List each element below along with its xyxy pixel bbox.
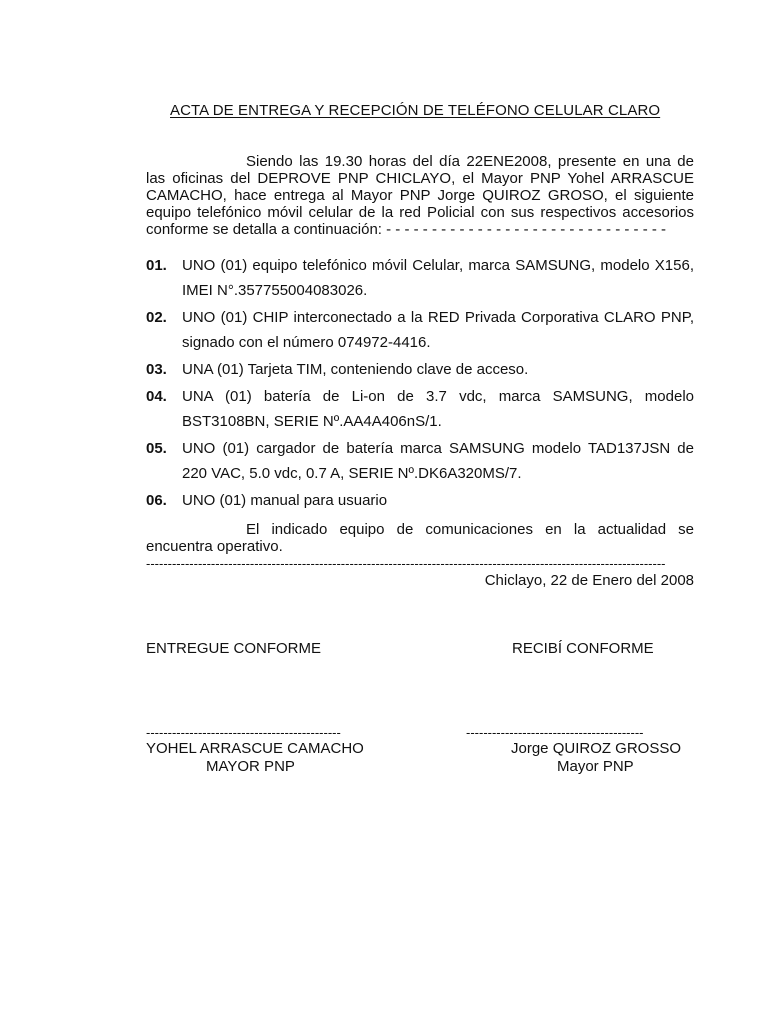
separator-line: ------------------------------------------------------------------------------------------------------------------------ [146,557,666,571]
receiver-heading: RECIBÍ CONFORME [512,640,654,657]
receiver-signature-line: ----------------------------------------- [466,725,644,740]
item-text: UNO (01) cargador de batería marca SAMSUNG modelo TAD137JSN de 220 VAC, 5.0 vdc, 0.7 A, SERIE Nº.DK6A320MS/7. [182,440,694,482]
closing-text: El indicado equipo de comunicaciones en la actualidad se encuentra operativo. [146,521,694,555]
item-text: UNA (01) batería de Li-on de 3.7 vdc, marca SAMSUNG, modelo BST3108BN, SERIE Nº.AA4A406nS/1. [182,388,694,430]
item-text: UNO (01) CHIP interconectado a la RED Privada Corporativa CLARO PNP, signado con el número 074972-4416. [182,309,694,351]
items-list [146,253,694,515]
deliverer-rank: MAYOR PNP [206,758,295,775]
item-number: 04. [146,388,167,405]
closing-paragraph [146,521,694,555]
list-item [146,436,694,486]
item-number: 03. [146,361,167,378]
receiver-rank: Mayor PNP [557,758,634,775]
item-number: 05. [146,440,167,457]
deliverer-name: YOHEL ARRASCUE CAMACHO [146,740,364,757]
item-text: UNO (01) equipo telefónico móvil Celular, marca SAMSUNG, modelo X156, IMEI N°.357755004083026. [182,257,694,299]
intro-paragraph [146,153,694,238]
list-item [146,357,694,382]
deliverer-heading: ENTREGUE CONFORME [146,640,322,657]
list-item [146,253,694,303]
receiver-name: Jorge QUIROZ GROSSO [511,740,682,757]
deliverer-signature-line: --------------------------------------------- [146,725,341,740]
place-date: Chiclayo, 22 de Enero del 2008 [484,572,694,589]
list-item [146,488,694,513]
item-number: 06. [146,492,167,509]
item-text: UNO (01) manual para usuario [182,492,388,509]
item-number: 02. [146,309,167,326]
intro-text: Siendo las 19.30 horas del día 22ENE2008, presente en una de las oficinas del DEPROVE PNP CHICLAYO, el Mayor PNP Yohel ARRASCUE CAMACHO, hace entrega al Mayor PNP Jorge QUIROZ GROSO, el siguiente equipo telefónico móvil celular de la red Policial con sus respectivos accesorios conforme se detalla a continuación: - - - - - - - - - - - - - - - - - - - - - - - - - - - - - - - [146,153,694,238]
document-title: ACTA DE ENTREGA Y RECEPCIÓN DE TELÉFONO CELULAR CLARO [170,102,661,119]
list-item [146,384,694,434]
list-item [146,305,694,355]
item-text: UNA (01) Tarjeta TIM, conteniendo clave de acceso. [182,361,529,378]
item-number: 01. [146,257,167,274]
